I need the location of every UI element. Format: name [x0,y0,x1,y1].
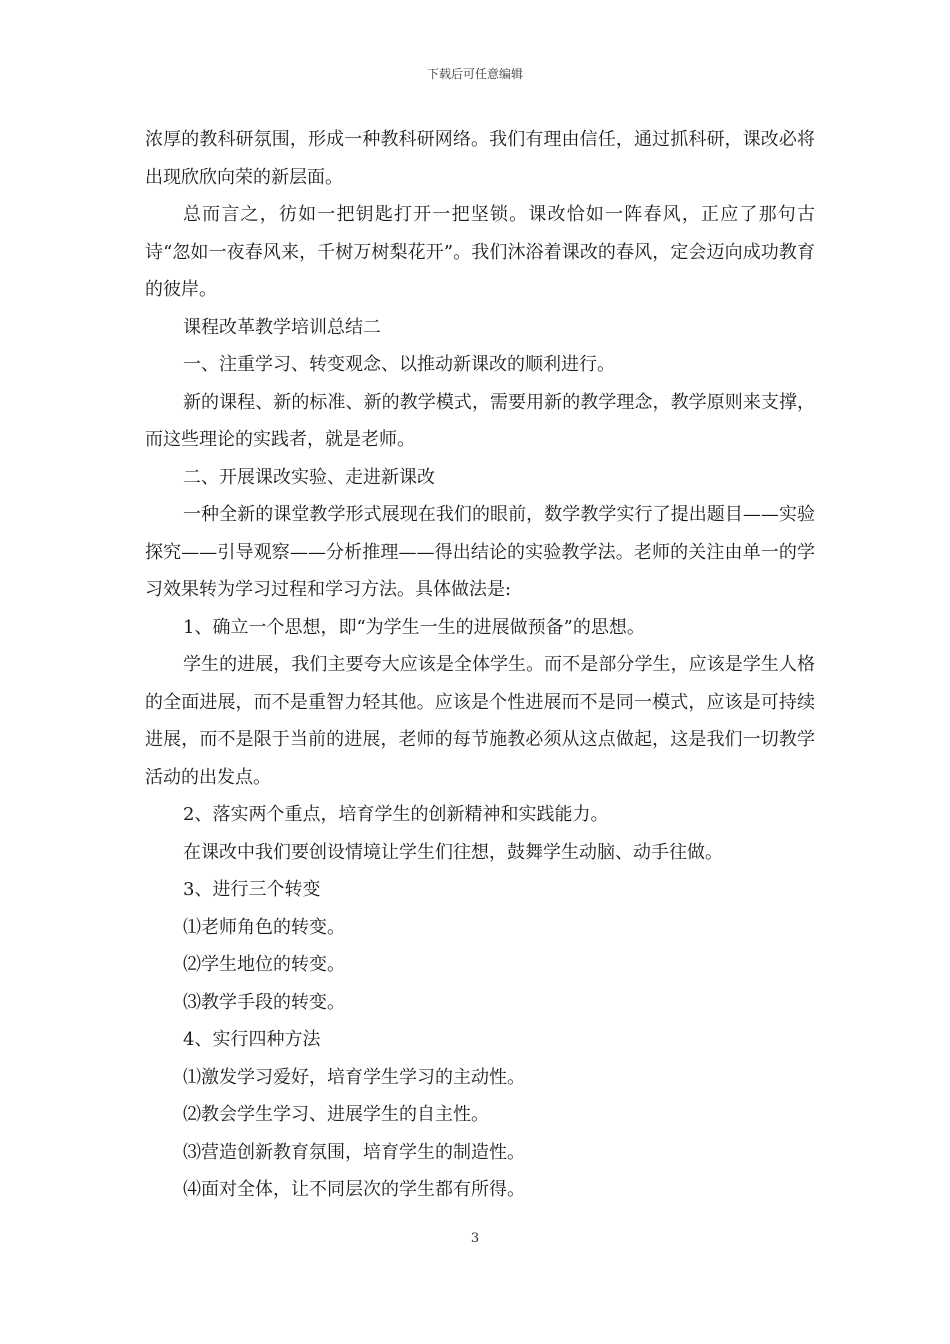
document-body [145,121,815,1209]
list-item: 2、落实两个重点，培育学生的创新精神和实践能力。 [183,804,609,825]
paragraph: 新的课程、新的标准、新的教学模式，需要用新的教学理念，教学原则来支撑，而这些理论的实践者，就是老师。 [145,391,815,450]
page-header: 下载后可任意编辑 [426,67,523,81]
sub-list-item: ⑶营造创新教育氛围，培育学生的制造性。 [183,1141,525,1163]
sub-list-item: ⑴老师角色的转变。 [183,916,345,938]
list-item: 3、进行三个转变 [183,879,321,900]
sub-list-item: ⑴激发学习爱好，培育学生学习的主动性。 [183,1066,525,1088]
section-heading: 一、注重学习、转变观念、以推动新课改的顺利进行。 [183,354,615,375]
section-title: 课程改革教学培训总结二 [183,316,381,338]
paragraph: 学生的进展，我们主要夸大应该是全体学生。而不是部分学生，应该是学生人格的全面进展，而不是重智力轻其他。应该是个性进展而不是同一模式，应该是可持续进展，而不是限于当前的进展，老师的每节施教必须从这点做起，这是我们一切教学活动的出发点。 [145,654,815,788]
sub-list-item: ⑷面对全体，让不同层次的学生都有所得。 [183,1179,525,1200]
page-number: 3 [470,1231,480,1246]
paragraph: 一种全新的课堂教学形式展现在我们的眼前，数学教学实行了提出题目——实验探究——引导观察——分析推理——得出结论的实验教学法。老师的关注由单一的学习效果转为学习过程和学习方法。具体做法是: [145,504,815,600]
section-heading: 二、开展课改实验、走进新课改 [183,466,435,488]
paragraph: 总而言之，彷如一把钥匙打开一把坚锁。课改恰如一阵春风，正应了那句古诗“忽如一夜春风来，千树万树梨花开”。我们沐浴着课改的春风，定会迈向成功教育的彼岸。 [145,204,815,300]
sub-list-item: ⑵学生地位的转变。 [183,954,345,975]
list-item: 1、确立一个思想，即“为学生一生的进展做预备”的思想。 [183,616,645,638]
paragraph: 浓厚的教科研氛围，形成一种教科研网络。我们有理由信任，通过抓科研，课改必将出现欣欣向荣的新层面。 [145,129,815,188]
list-item: 4、实行四种方法 [183,1029,321,1050]
sub-list-item: ⑶教学手段的转变。 [183,991,345,1013]
paragraph: 在课改中我们要创设情境让学生们往想，鼓舞学生动脑、动手往做。 [183,841,723,863]
sub-list-item: ⑵教会学生学习、进展学生的自主性。 [183,1104,489,1125]
